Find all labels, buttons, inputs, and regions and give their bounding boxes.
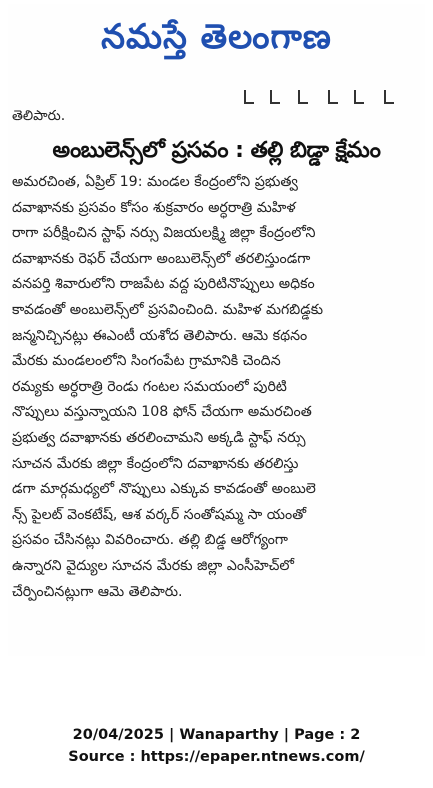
- newspaper-clipping: [8, 4, 425, 656]
- masthead: [8, 4, 425, 70]
- article-line: చేర్పించినట్లుగా ఆమె తెలిపారు.: [12, 583, 183, 600]
- article-line: ప్రభుత్వ దవాఖానకు తరలించామని అక్కడి స్టాఫ్ నర్సు: [12, 429, 306, 446]
- footer-source: Source : https://epaper.ntnews.com/: [68, 749, 365, 765]
- article-line: రాగా పరీక్షించిన స్టాఫ్ నర్సు విజయలక్ష్మి జిల్లా కేంద్రంలోని: [12, 225, 316, 242]
- continuation-line: తెలిపారు.: [12, 108, 66, 124]
- article-line: అమరచింత, ఏప్రిల్ 19: మండల కేంద్రంలోని ప్రభుత్వ: [12, 174, 298, 190]
- article-line: డగా మార్గమధ్యలో నొప్పులు ఎక్కువ కావడంతో అంబులె: [12, 481, 316, 498]
- article-line: జన్మనిచ్చినట్లు ఈఎంటీ యశోద తెలిపారు. ఆమె కథనం: [12, 327, 308, 344]
- cropped-text-remnant: [8, 90, 425, 106]
- article-line: ప్రసవం చేసినట్లు వివరించారు. తల్లి బిడ్డ ఆరోగ్యంగా: [12, 532, 288, 549]
- article-line: మేరకు మండలంలోని సింగంపేట గ్రామానికి చెందిన: [12, 353, 281, 370]
- article-line: దవాఖానకు ప్రసవం కోసం శుక్రవారం అర్ధరాత్రి మహిళ: [12, 199, 296, 216]
- article-line: వనపర్తి శివారులోని రాజపేట వద్ద పురిటినొప్పులు అధికం: [12, 276, 315, 293]
- article-line: నొప్పులు వస్తున్నాయని 108 ఫోన్ చేయగా అమరచింత: [12, 404, 312, 421]
- article-line: న్స్ పైలట్ వెంకటేష్, ఆశ వర్కర్ సంతోషమ్మ సా యంతో: [12, 506, 307, 523]
- article-headline: అంబులెన్స్‌లో ప్రసవం : తల్లి బిడ్డా క్షేమం: [52, 138, 381, 163]
- source-footer: [0, 724, 433, 768]
- article-line: కావడంతో అంబులెన్స్‌లో ప్రసవించింది. మహిళ మగబిడ్డకు: [12, 301, 324, 318]
- article-line: రమ్యకు అర్ధరాత్రి రెండు గంటల సమయంలో పురిటి: [12, 378, 287, 395]
- footer-date-edition: 20/04/2025 | Wanaparthy | Page : 2: [72, 727, 361, 743]
- article-body: [12, 170, 422, 605]
- article-line: ఉన్నారని వైద్యుల సూచన మేరకు జిల్లా ఎంసీహెచ్‌లో: [12, 557, 295, 574]
- masthead-title: నమస్తే తెలంగాణ: [101, 17, 332, 57]
- article-line: సూచన మేరకు జిల్లా కేంద్రంలోని దవాఖానకు తరలిస్తు: [12, 455, 299, 472]
- article-line: దవాఖానకు రెఫర్ చేయగా అంబులెన్స్‌లో తరలిస్తుండగా: [12, 250, 311, 267]
